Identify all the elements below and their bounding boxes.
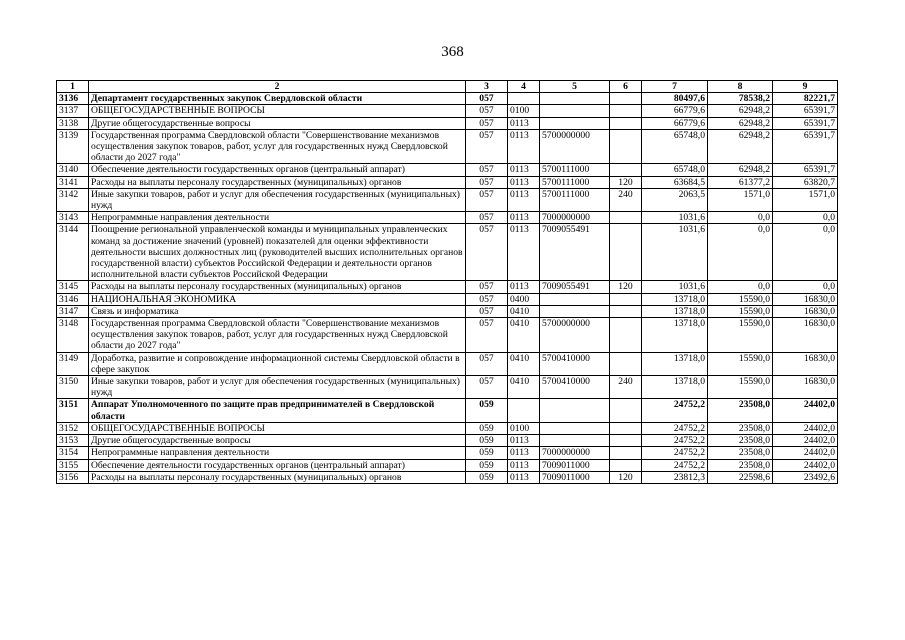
amount-2025-cell: 24752,2 [642,399,708,422]
amount-2026-cell: 22598,6 [708,471,773,483]
ministry-code-cell: 059 [466,399,508,422]
budget-table [56,80,838,484]
section-code-cell: 0113 [508,164,540,176]
amount-2026-cell: 23508,0 [708,422,773,434]
section-code-cell: 0113 [508,212,540,224]
row-number-cell: 3140 [57,164,89,176]
table-row [57,212,838,224]
amount-2027-cell: 1571,0 [773,188,838,211]
row-name-cell: ОБЩЕГОСУДАРСТВЕННЫЕ ВОПРОСЫ [89,422,466,434]
table-row [57,93,838,105]
row-number-cell: 3149 [57,352,89,375]
ministry-code-cell: 057 [466,376,508,399]
amount-2025-cell: 24752,2 [642,435,708,447]
expense-type-cell [610,447,642,459]
row-name-cell: НАЦИОНАЛЬНАЯ ЭКОНОМИКА [89,293,466,305]
column-header: 6 [610,81,642,93]
amount-2027-cell: 16830,0 [773,352,838,375]
section-code-cell: 0113 [508,129,540,164]
row-name-cell: Непрограммные направления деятельности [89,212,466,224]
ministry-code-cell: 057 [466,105,508,117]
row-number-cell: 3142 [57,188,89,211]
target-code-cell: 5700410000 [540,352,610,375]
row-name-cell: ОБЩЕГОСУДАРСТВЕННЫЕ ВОПРОСЫ [89,105,466,117]
row-name-cell: Другие общегосударственные вопросы [89,117,466,129]
target-code-cell [540,105,610,117]
ministry-code-cell: 057 [466,305,508,317]
target-code-cell: 7000000000 [540,212,610,224]
amount-2026-cell: 78538,2 [708,93,773,105]
amount-2027-cell: 24402,0 [773,435,838,447]
ministry-code-cell: 057 [466,212,508,224]
expense-type-cell [610,117,642,129]
section-code-cell: 0113 [508,176,540,188]
column-header: 7 [642,81,708,93]
table-row [57,459,838,471]
table-row [57,447,838,459]
expense-type-cell [610,105,642,117]
row-number-cell: 3145 [57,281,89,293]
amount-2027-cell: 65391,7 [773,105,838,117]
section-code-cell [508,399,540,422]
target-code-cell [540,399,610,422]
ministry-code-cell: 057 [466,188,508,211]
column-header: 8 [708,81,773,93]
ministry-code-cell: 057 [466,293,508,305]
expense-type-cell [610,305,642,317]
column-header: 9 [773,81,838,93]
expense-type-cell [610,293,642,305]
row-number-cell: 3155 [57,459,89,471]
row-name-cell: Иные закупки товаров, работ и услуг для обеспечения государственных (муниципальных) нужд [89,188,466,211]
row-name-cell: Расходы на выплаты персоналу государственных (муниципальных) органов [89,281,466,293]
amount-2026-cell: 23508,0 [708,435,773,447]
section-code-cell: 0100 [508,105,540,117]
amount-2027-cell: 65391,7 [773,117,838,129]
amount-2027-cell: 24402,0 [773,422,838,434]
ministry-code-cell: 057 [466,117,508,129]
table-row [57,281,838,293]
amount-2025-cell: 63684,5 [642,176,708,188]
row-name-cell: Департамент государственных закупок Свердловской области [89,93,466,105]
amount-2025-cell: 13718,0 [642,352,708,375]
table-row [57,471,838,483]
section-code-cell: 0113 [508,447,540,459]
expense-type-cell [610,318,642,353]
target-code-cell: 5700000000 [540,318,610,353]
expense-type-cell: 240 [610,188,642,211]
ministry-code-cell: 057 [466,352,508,375]
column-header: 3 [466,81,508,93]
amount-2027-cell: 16830,0 [773,376,838,399]
section-code-cell: 0113 [508,435,540,447]
amount-2026-cell: 62948,2 [708,117,773,129]
table-row [57,422,838,434]
amount-2026-cell: 1571,0 [708,188,773,211]
section-code-cell: 0113 [508,471,540,483]
row-number-cell: 3156 [57,471,89,483]
target-code-cell [540,435,610,447]
row-name-cell: Расходы на выплаты персоналу государственных (муниципальных) органов [89,471,466,483]
table-row [57,318,838,353]
amount-2027-cell: 65391,7 [773,164,838,176]
table-row [57,129,838,164]
section-code-cell: 0113 [508,281,540,293]
amount-2025-cell: 24752,2 [642,422,708,434]
expense-type-cell [610,129,642,164]
table-header-row [57,81,838,93]
page-number: 368 [441,44,464,60]
amount-2026-cell: 62948,2 [708,129,773,164]
row-name-cell: Поощрение региональной управленческой команды и муниципальных управленческих команд за достижение значений (уровней) показателей для оценки эффективности деятельности высших должностных лиц (руководителей высших исполнительных органов государственной власти) субъектов Российской Федерации и деятельности органов исполнительной власти субъектов Российской Федерации [89,224,466,281]
amount-2025-cell: 2063,5 [642,188,708,211]
expense-type-cell [610,93,642,105]
row-number-cell: 3153 [57,435,89,447]
row-number-cell: 3144 [57,224,89,281]
amount-2027-cell: 16830,0 [773,293,838,305]
ministry-code-cell: 059 [466,435,508,447]
expense-type-cell: 240 [610,376,642,399]
amount-2027-cell: 82221,7 [773,93,838,105]
amount-2025-cell: 65748,0 [642,129,708,164]
amount-2027-cell: 63820,7 [773,176,838,188]
row-name-cell: Расходы на выплаты персоналу государственных (муниципальных) органов [89,176,466,188]
amount-2026-cell: 23508,0 [708,459,773,471]
column-header: 1 [57,81,89,93]
expense-type-cell: 120 [610,176,642,188]
amount-2026-cell: 0,0 [708,281,773,293]
section-code-cell [508,93,540,105]
column-header: 5 [540,81,610,93]
amount-2025-cell: 24752,2 [642,447,708,459]
amount-2027-cell: 65391,7 [773,129,838,164]
expense-type-cell [610,164,642,176]
amount-2025-cell: 13718,0 [642,318,708,353]
ministry-code-cell: 059 [466,447,508,459]
row-number-cell: 3137 [57,105,89,117]
expense-type-cell [610,399,642,422]
amount-2025-cell: 24752,2 [642,459,708,471]
section-code-cell: 0113 [508,224,540,281]
ministry-code-cell: 059 [466,471,508,483]
ministry-code-cell: 057 [466,318,508,353]
expense-type-cell [610,212,642,224]
row-name-cell: Государственная программа Свердловской области "Совершенствование механизмов осуществления закупок товаров, работ, услуг для государственных нужд Свердловской области до 2027 года" [89,318,466,353]
amount-2025-cell: 65748,0 [642,164,708,176]
amount-2026-cell: 15590,0 [708,305,773,317]
amount-2026-cell: 15590,0 [708,318,773,353]
row-name-cell: Связь и информатика [89,305,466,317]
amount-2026-cell: 62948,2 [708,105,773,117]
section-code-cell: 0113 [508,188,540,211]
amount-2027-cell: 0,0 [773,224,838,281]
target-code-cell: 5700111000 [540,188,610,211]
amount-2027-cell: 0,0 [773,281,838,293]
target-code-cell: 7000000000 [540,447,610,459]
target-code-cell: 5700000000 [540,129,610,164]
column-header: 4 [508,81,540,93]
target-code-cell [540,117,610,129]
target-code-cell: 5700410000 [540,376,610,399]
row-number-cell: 3152 [57,422,89,434]
row-number-cell: 3139 [57,129,89,164]
target-code-cell: 5700111000 [540,176,610,188]
amount-2025-cell: 1031,6 [642,224,708,281]
row-name-cell: Обеспечение деятельности государственных органов (центральный аппарат) [89,459,466,471]
row-number-cell: 3150 [57,376,89,399]
row-name-cell: Государственная программа Свердловской области "Совершенствование механизмов осуществления закупок товаров, работ, услуг для государственных нужд Свердловской области до 2027 года" [89,129,466,164]
ministry-code-cell: 057 [466,281,508,293]
row-name-cell: Аппарат Уполномоченного по защите прав предпринимателей в Свердловской области [89,399,466,422]
row-number-cell: 3151 [57,399,89,422]
table-row [57,117,838,129]
target-code-cell: 7009011000 [540,471,610,483]
row-number-cell: 3154 [57,447,89,459]
expense-type-cell: 120 [610,471,642,483]
target-code-cell: 7009055491 [540,224,610,281]
amount-2025-cell: 13718,0 [642,305,708,317]
amount-2026-cell: 15590,0 [708,352,773,375]
amount-2026-cell: 15590,0 [708,376,773,399]
amount-2026-cell: 15590,0 [708,293,773,305]
target-code-cell [540,422,610,434]
amount-2025-cell: 1031,6 [642,212,708,224]
amount-2027-cell: 23492,6 [773,471,838,483]
table-row [57,105,838,117]
section-code-cell: 0410 [508,352,540,375]
amount-2026-cell: 0,0 [708,224,773,281]
section-code-cell: 0410 [508,376,540,399]
section-code-cell: 0113 [508,117,540,129]
section-code-cell: 0410 [508,318,540,353]
target-code-cell: 5700111000 [540,164,610,176]
row-name-cell: Доработка, развитие и сопровождение информационной системы Свердловской области в сфере закупок [89,352,466,375]
amount-2027-cell: 24402,0 [773,459,838,471]
target-code-cell: 7009011000 [540,459,610,471]
row-name-cell: Непрограммные направления деятельности [89,447,466,459]
expense-type-cell: 120 [610,281,642,293]
row-number-cell: 3148 [57,318,89,353]
row-number-cell: 3136 [57,93,89,105]
table-row [57,352,838,375]
table-row [57,435,838,447]
amount-2026-cell: 62948,2 [708,164,773,176]
target-code-cell: 7009055491 [540,281,610,293]
amount-2025-cell: 13718,0 [642,293,708,305]
expense-type-cell [610,422,642,434]
amount-2025-cell: 66779,6 [642,117,708,129]
amount-2026-cell: 61377,2 [708,176,773,188]
table-row [57,164,838,176]
table-row [57,176,838,188]
ministry-code-cell: 057 [466,93,508,105]
table-body [57,93,838,484]
amount-2025-cell: 13718,0 [642,376,708,399]
column-header: 2 [89,81,466,93]
row-number-cell: 3147 [57,305,89,317]
amount-2025-cell: 1031,6 [642,281,708,293]
row-number-cell: 3138 [57,117,89,129]
ministry-code-cell: 057 [466,224,508,281]
target-code-cell [540,293,610,305]
table-row [57,293,838,305]
table-row [57,376,838,399]
target-code-cell [540,93,610,105]
section-code-cell: 0410 [508,305,540,317]
row-name-cell: Другие общегосударственные вопросы [89,435,466,447]
table-row [57,399,838,422]
expense-type-cell [610,352,642,375]
ministry-code-cell: 057 [466,164,508,176]
table-row [57,188,838,211]
table-row [57,224,838,281]
amount-2027-cell: 16830,0 [773,318,838,353]
amount-2027-cell: 0,0 [773,212,838,224]
target-code-cell [540,305,610,317]
ministry-code-cell: 059 [466,459,508,471]
ministry-code-cell: 057 [466,129,508,164]
expense-type-cell [610,435,642,447]
ministry-code-cell: 057 [466,176,508,188]
section-code-cell: 0100 [508,422,540,434]
amount-2025-cell: 80497,6 [642,93,708,105]
expense-type-cell [610,224,642,281]
amount-2026-cell: 23508,0 [708,399,773,422]
amount-2027-cell: 24402,0 [773,399,838,422]
amount-2025-cell: 23812,3 [642,471,708,483]
section-code-cell: 0113 [508,459,540,471]
row-number-cell: 3143 [57,212,89,224]
amount-2026-cell: 0,0 [708,212,773,224]
amount-2027-cell: 16830,0 [773,305,838,317]
amount-2027-cell: 24402,0 [773,447,838,459]
row-name-cell: Иные закупки товаров, работ и услуг для обеспечения государственных (муниципальных) нужд [89,376,466,399]
row-name-cell: Обеспечение деятельности государственных органов (центральный аппарат) [89,164,466,176]
amount-2026-cell: 23508,0 [708,447,773,459]
table-row [57,305,838,317]
section-code-cell: 0400 [508,293,540,305]
amount-2025-cell: 66779,6 [642,105,708,117]
row-number-cell: 3146 [57,293,89,305]
ministry-code-cell: 059 [466,422,508,434]
row-number-cell: 3141 [57,176,89,188]
expense-type-cell [610,459,642,471]
